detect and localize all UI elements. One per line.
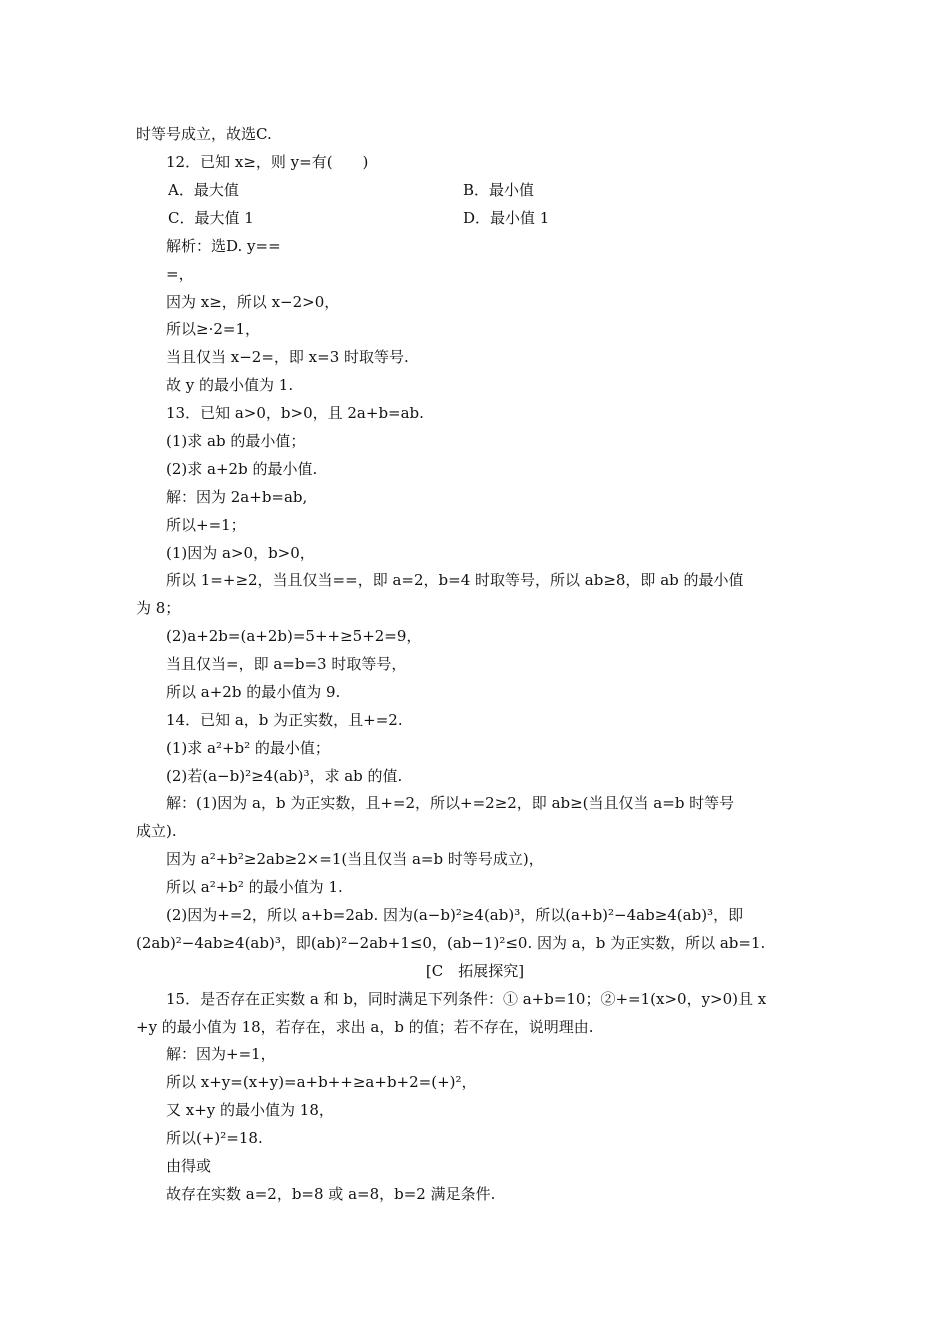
question-14: 14．已知 a，b 为正实数，且+=2.	[166, 711, 403, 729]
text-line: 由得或	[166, 1157, 212, 1175]
text-line: 当且仅当=，即 a=b=3 时取等号，	[166, 655, 407, 673]
option-d: D．最小值 1	[463, 209, 550, 227]
text-line: +y 的最小值为 18，若存在，求出 a，b 的值；若不存在，说明理由.	[136, 1018, 594, 1036]
text-line: 解：因为+=1，	[166, 1045, 276, 1063]
text-line: (2ab)²−4ab≥4(ab)³，即(ab)²−2ab+1≤0，(ab−1)²≤0. 因为 a，b 为正实数，所以 ab=1.	[136, 934, 766, 952]
option-a: A．最大值	[168, 181, 239, 199]
text-line: 因为 a²+b²≥2ab≥2×=1(当且仅当 a=b 时等号成立)，	[166, 850, 544, 868]
text-line: (1)因为 a>0，b>0，	[166, 544, 315, 562]
text-line: 所以+=1；	[166, 516, 246, 534]
section-heading: [C 拓展探究]	[425, 962, 525, 980]
text-line: (2)因为+=2，所以 a+b=2ab. 因为(a−b)²≥4(ab)³，所以(a+b)²−4ab≥4(ab)³，即	[166, 906, 744, 924]
text-line: 所以 a²+b² 的最小值为 1.	[166, 878, 343, 896]
text-line: 故 y 的最小值为 1.	[166, 376, 294, 394]
question-13: 13．已知 a>0，b>0，且 2a+b=ab.	[166, 404, 424, 422]
text-line: (2)a+2b=(a+2b)=5++≥5+2=9，	[166, 627, 422, 645]
question-15: 15．是否存在正实数 a 和 b，同时满足下列条件：① a+b=10；②+=1(x>0，y>0)且 x	[166, 990, 767, 1008]
option-c: C．最大值 1	[168, 209, 254, 227]
text-line: (1)求 ab 的最小值；	[166, 432, 306, 450]
text-line: 故存在实数 a=2，b=8 或 a=8，b=2 满足条件.	[166, 1185, 496, 1203]
text-line: =，	[166, 265, 194, 283]
text-line: (2)求 a+2b 的最小值.	[166, 460, 318, 478]
text-line: (1)求 a²+b² 的最小值；	[166, 739, 330, 757]
text-line: 所以 x+y=(x+y)=a+b++≥a+b+2=(+)²，	[166, 1073, 477, 1091]
text-line: 时等号成立，故选C.	[136, 125, 272, 143]
text-line: 又 x+y 的最小值为 18，	[166, 1101, 334, 1119]
text-line: 所以 1=+≥2，当且仅当==，即 a=2，b=4 时取等号，所以 ab≥8，即 ab 的最小值	[166, 571, 744, 589]
text-line: 解：因为 2a+b=ab,	[166, 488, 308, 506]
text-line: (2)若(a−b)²≥4(ab)³，求 ab 的值.	[166, 767, 403, 785]
text-line: 所以(+)²=18.	[166, 1129, 263, 1147]
question-12: 12．已知 x≥，则 y=有( )	[166, 153, 369, 171]
text-line: 所以 a+2b 的最小值为 9.	[166, 683, 341, 701]
text-line: 因为 x≥，所以 x−2>0，	[166, 293, 340, 311]
text-line: 解：(1)因为 a，b 为正实数，且+=2，所以+=2≥2，即 ab≥(当且仅当 a=b 时等号	[166, 794, 735, 812]
option-b: B．最小值	[463, 181, 535, 199]
text-line: 所以≥·2=1，	[166, 320, 260, 338]
text-line: 解析：选D. y==	[166, 237, 281, 255]
text-line: 成立).	[136, 822, 177, 840]
text-line: 当且仅当 x−2=，即 x=3 时取等号.	[166, 348, 409, 366]
text-line: 为 8；	[136, 599, 181, 617]
